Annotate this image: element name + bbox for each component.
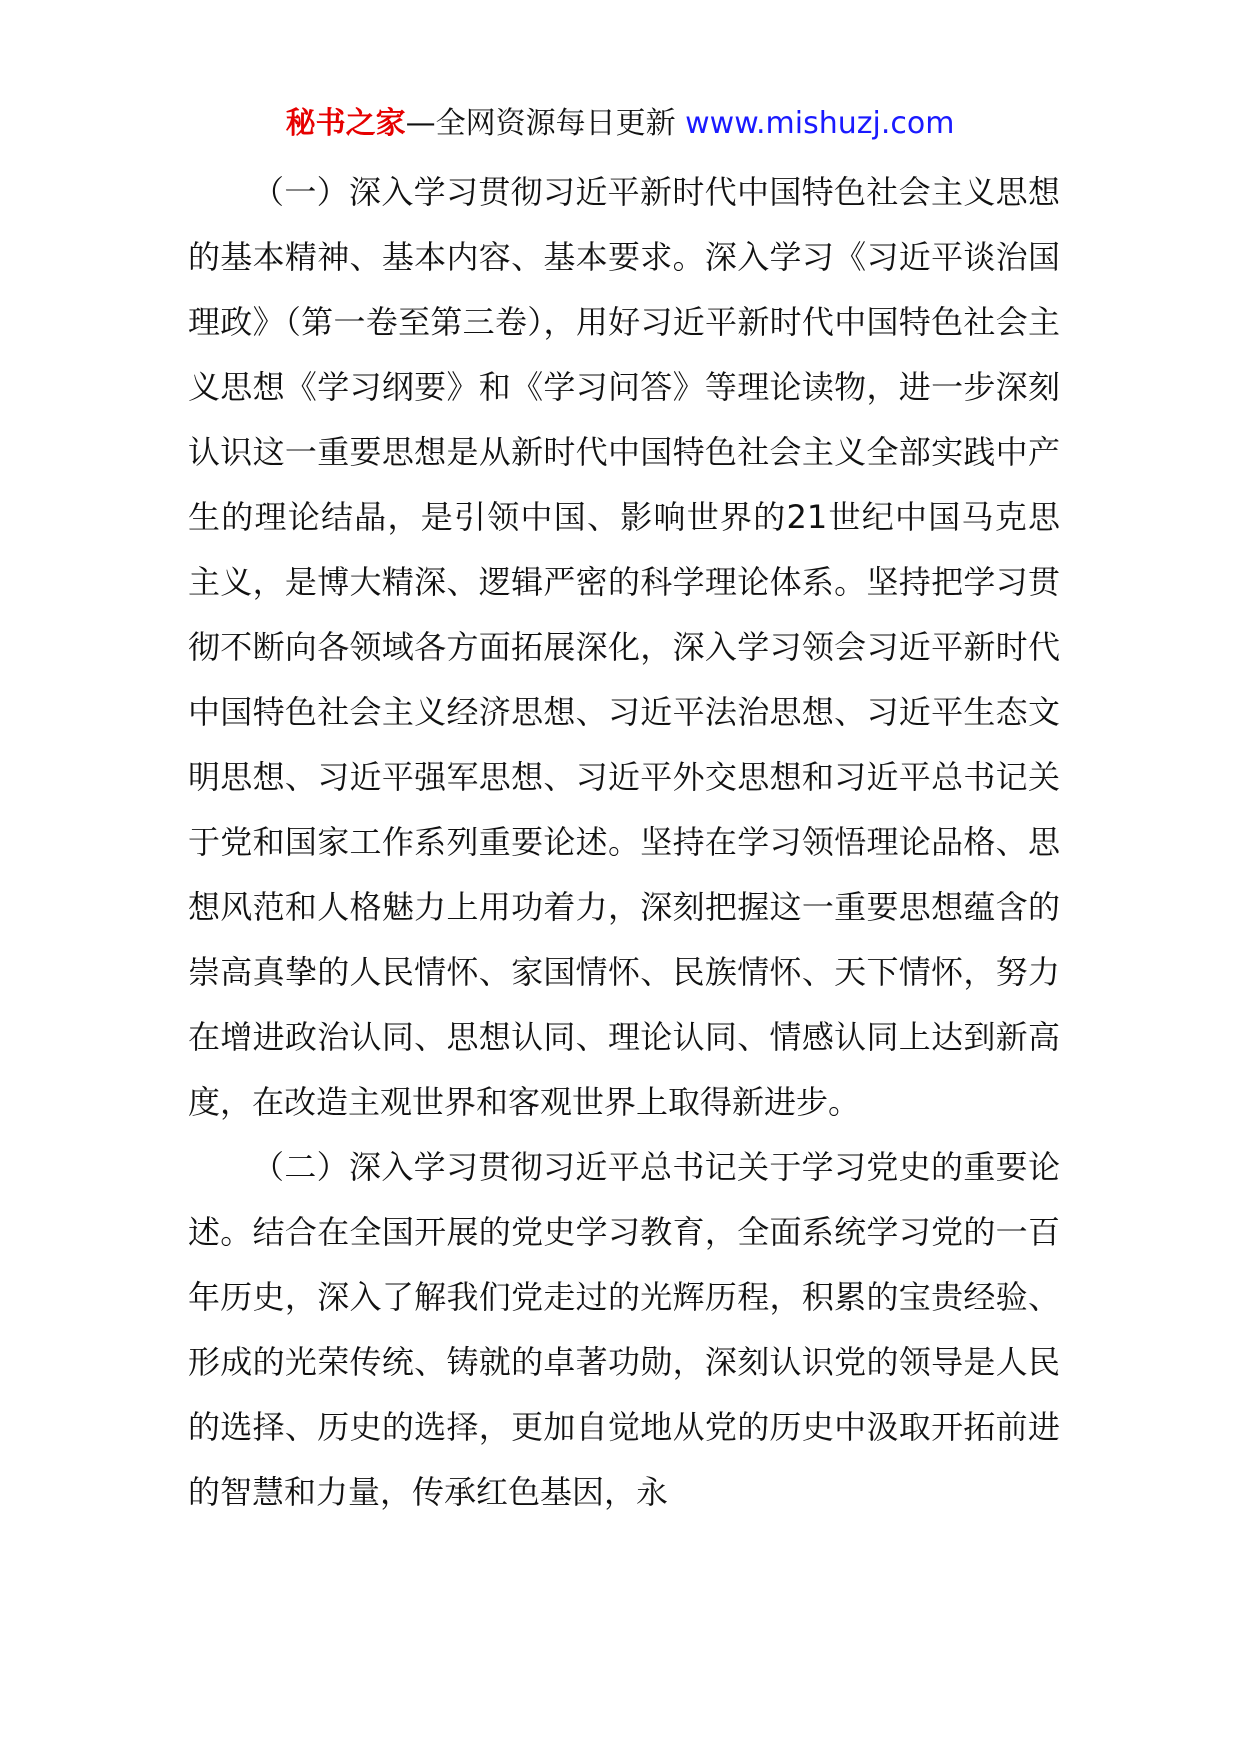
- brand-name: 秘书之家: [285, 106, 406, 141]
- document-body: [188, 160, 1060, 1525]
- site-url-link[interactable]: www.mishuzj.com: [685, 106, 955, 141]
- header-slogan: —全网资源每日更新: [405, 106, 676, 141]
- paragraph-1: （一）深入学习贯彻习近平新时代中国特色社会主义思想的基本精神、基本内容、基本要求。深入学习《习近平谈治国理政》（第一卷至第三卷），用好习近平新时代中国特色社会主义思想《学习纲要》和《学习问答》等理论读物，进一步深刻认识这一重要思想是从新时代中国特色社会主义全部实践中产生的理论结晶，是引领中国、影响世界的21世纪中国马克思主义，是博大精深、逻辑严密的科学理论体系。坚持把学习贯彻不断向各领域各方面拓展深化，深入学习领会习近平新时代中国特色社会主义经济思想、习近平法治思想、习近平生态文明思想、习近平强军思想、习近平外交思想和习近平总书记关于党和国家工作系列重要论述。坚持在学习领悟理论品格、思想风范和人格魅力上用功着力，深刻把握这一重要思想蕴含的崇高真挚的人民情怀、家国情怀、民族情怀、天下情怀，努力在增进政治认同、思想认同、理论认同、情感认同上达到新高度，在改造主观世界和客观世界上取得新进步。: [188, 173, 1060, 1121]
- paragraph-2: （二）深入学习贯彻习近平总书记关于学习党史的重要论述。结合在全国开展的党史学习教育，全面系统学习党的一百年历史，深入了解我们党走过的光辉历程，积累的宝贵经验、形成的光荣传统、铸就的卓著功勋，深刻认识党的领导是人民的选择、历史的选择，更加自觉地从党的历史中汲取开拓前进的智慧和力量，传承红色基因，永: [188, 1148, 1060, 1511]
- site-header: [0, 102, 1240, 146]
